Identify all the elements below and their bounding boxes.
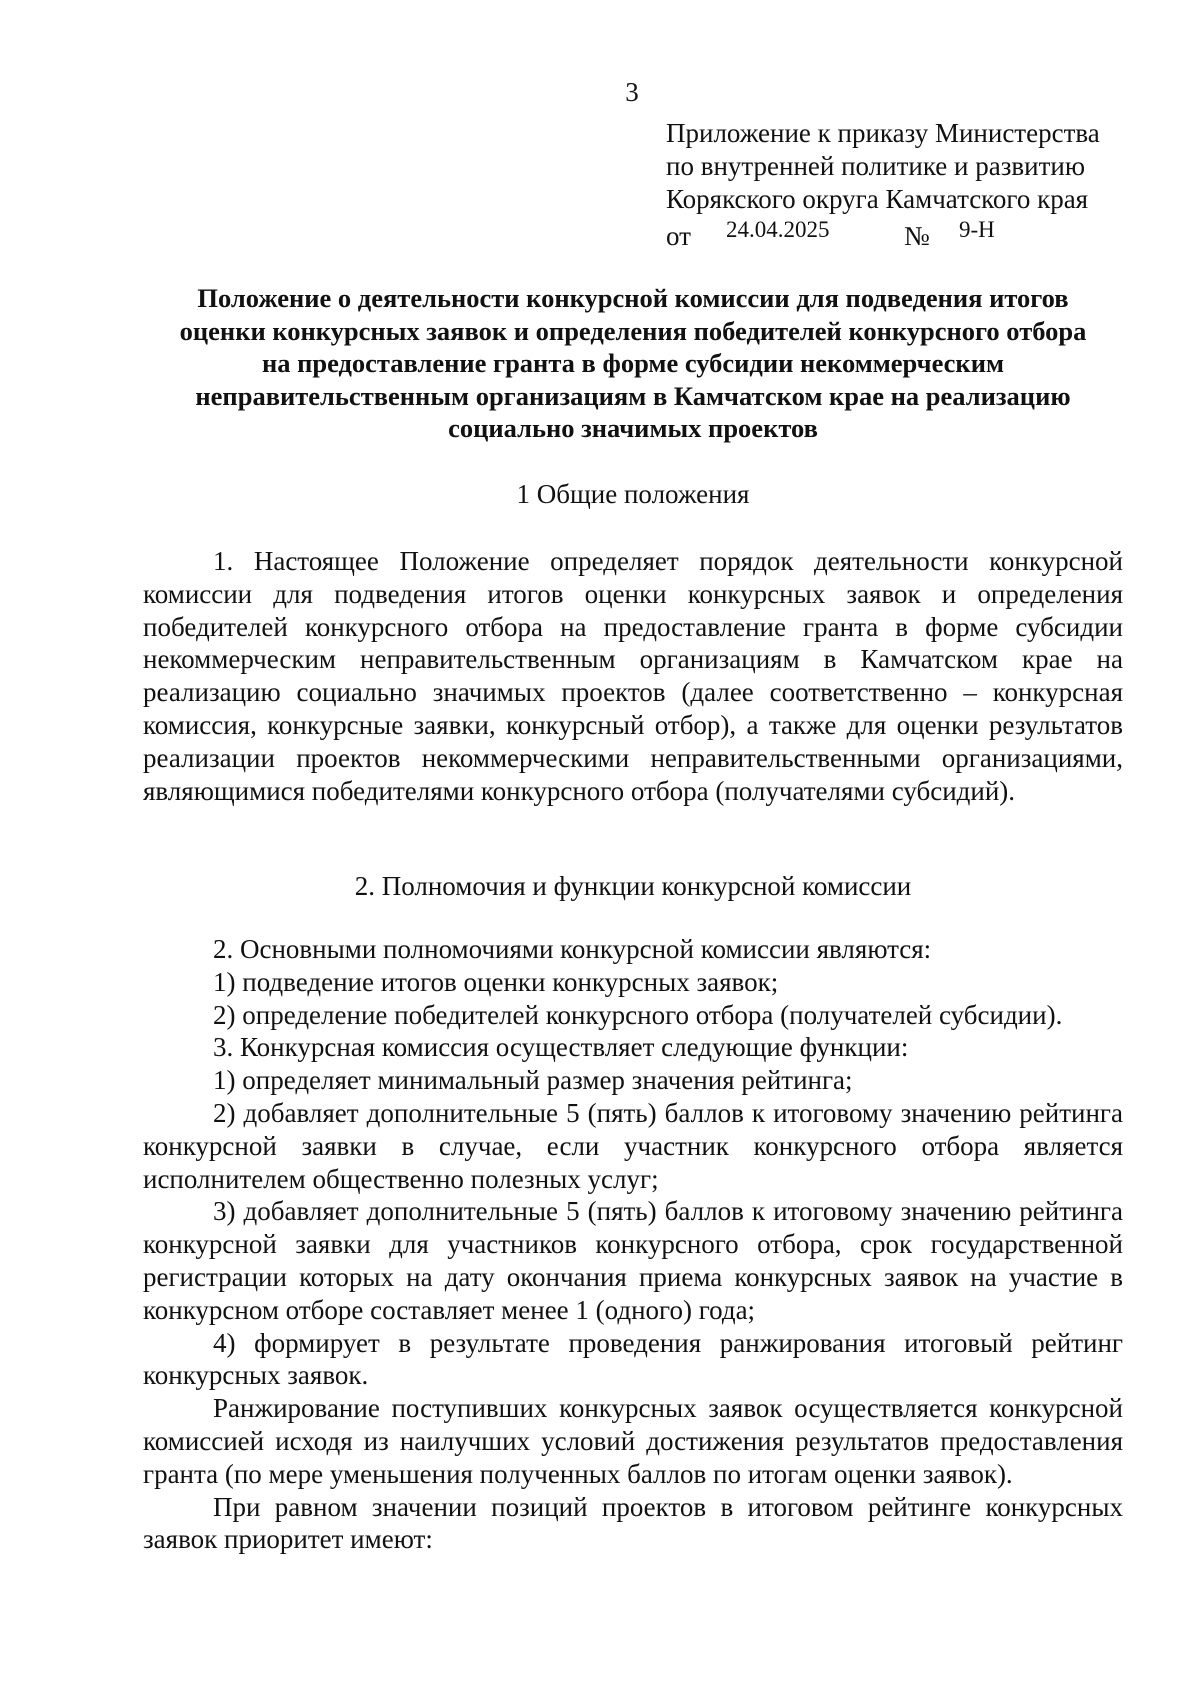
paragraph: 1. Настоящее Положение определяет порядок деятельности конкурсной комиссии для подведения итогов оценки конкурсных заявок и определения победителей конкурсного отбора на предоставление гранта в форме субсидии некоммерческим неправительственным организациям в Камчатском крае на реализацию социально значимых проектов (далее соответственно – конкурсная комиссия, конкурсные заявки, конкурсный отбор), а также для оценки результатов реализации проектов некоммерческими неправительственными организациями, являющимися победителями конкурсного отбора (получателями субсидий). [143, 546, 1123, 806]
document-title [140, 282, 1126, 445]
order-reference [666, 216, 1186, 250]
appendix-line: Корякского округа Камчатского края [666, 184, 1089, 214]
title-line: неправительственным организациям в Камчатском крае на реализацию [195, 380, 1071, 411]
number-label: № [904, 221, 930, 251]
paragraph: Ранжирование поступивших конкурсных заявок осуществляется конкурсной комиссией исходя из наилучших условий достижения результатов предоставления гранта (по мере уменьшения полученных баллов по итогам оценки заявок). [143, 1393, 1123, 1489]
from-label: от [666, 221, 691, 251]
appendix-line: Приложение к приказу Министерства [666, 118, 1100, 148]
section-body-powers [143, 933, 1123, 1556]
title-line: Положение о деятельности конкурсной комиссии для подведения итогов [197, 283, 1069, 313]
section-heading-powers: 2. Полномочия и функции конкурсной комиссии [354, 871, 912, 901]
list-item: 4) формирует в результате проведения ранжирования итоговый рейтинг конкурсных заявок. [143, 1327, 1123, 1391]
list-item: 2) добавляет дополнительные 5 (пять) баллов к итоговому значению рейтинга конкурсной заявки в случае, если участник конкурсного отбора является исполнителем общественно полезных услуг; [143, 1097, 1123, 1194]
page-number: 3 [625, 77, 639, 107]
list-item: 1) подведение итогов оценки конкурсных заявок; [213, 966, 779, 997]
order-date: 24.04.2025 [726, 217, 830, 242]
title-line: оценки конкурсных заявок и определения победителей конкурсного отбора [179, 315, 1087, 346]
list-item: 3) добавляет дополнительные 5 (пять) баллов к итоговому значению рейтинга конкурсной заявки для участников конкурсного отбора, срок государственной регистрации которых на дату окончания приема конкурсных заявок на участие в конкурсном отборе составляет менее 1 (одного) года; [143, 1196, 1123, 1325]
list-item: 2) определение победителей конкурсного отбора (получателей субсидии). [213, 999, 1063, 1030]
paragraph: При равном значении позиций проектов в итоговом рейтинге конкурсных заявок приоритет имеют: [143, 1491, 1123, 1555]
title-line: социально значимых проектов [448, 413, 818, 443]
appendix-block [666, 117, 1186, 250]
section-body-general [143, 545, 1123, 807]
list-item: 1) определяет минимальный размер значения рейтинга; [213, 1065, 853, 1096]
paragraph: 2. Основными полномочиями конкурсной комиссии являются: [213, 934, 932, 964]
section-heading-general: 1 Общие положения [516, 479, 750, 509]
title-line: на предоставление гранта в форме субсидии некоммерческим [261, 348, 1005, 378]
order-number: 9-Н [959, 217, 995, 242]
paragraph: 3. Конкурсная комиссия осуществляет следующие функции: [213, 1032, 909, 1063]
appendix-line: по внутренней политике и развитию [666, 151, 1086, 181]
